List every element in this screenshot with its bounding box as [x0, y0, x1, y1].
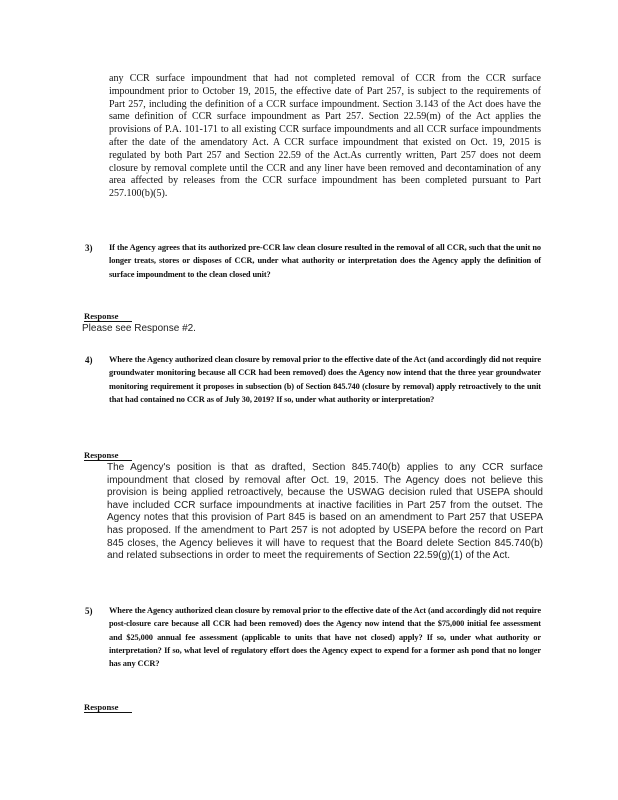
- intro-paragraph: any CCR surface impoundment that had not completed removal of CCR from the CCR surface impoundment prior to October 19, 2015, the effective date of Part 257, is subject to the requirements of Part 257, including the definition of a CCR surface impoundment. Section 3.143 of the Act does have the same definition of CCR surface impoundment as Part 257. Section 22.59(m) of the Act applies the provisions of P.A. 101-171 to all existing CCR surface impoundments and all CCR surface impoundments after the date of the amendatory Act. A CCR surface impoundment that existed on Oct. 19, 2015 is regulated by both Part 257 and Section 22.59 of the Act.As currently written, Part 257 does not deem closure by removal complete until the CCR and any liner have been removed and decontamination of any area affected by releases from the CCR surface impoundment has been completed pursuant to Part 257.100(b)(5).: [109, 73, 541, 200]
- question-number: 5): [85, 606, 93, 616]
- question-number: 4): [85, 355, 93, 365]
- question-number: 3): [85, 243, 93, 253]
- response-label: Response: [84, 702, 132, 713]
- response-text: Please see Response #2.: [82, 323, 196, 334]
- response-label: Response: [84, 450, 132, 461]
- question-text: Where the Agency authorized clean closure by removal prior to the effective date of the Act (and accordingly did not require groundwater monitoring because all CCR had been removed) does the Agency now intend that the three year groundwater monitoring requirement it proposes in subsection (b) of Section 845.740 (closure by removal) apply retroactively to the unit that had contained no CCR as of July 30, 2019? If so, under what authority or interpretation?: [109, 355, 541, 404]
- response-label: Response: [84, 311, 132, 322]
- question-text: Where the Agency authorized clean closure by removal prior to the effective date of the Act (and accordingly did not require post-closure care because all CCR had been removed) does the Agency now intend that the $75,000 initial fee assessment and $25,000 annual fee assessment (applicable to units that have not closed) apply? If so, under what authority or interpretation? If so, what level of regulatory effort does the Agency expect to expend for a former ash pond that no longer has any CCR?: [109, 606, 541, 669]
- response-text: The Agency's position is that as drafted, Section 845.740(b) applies to any CCR surface impoundment that closed by removal after Oct. 19, 2015. The Agency does not believe this provision is being applied retroactively, because the USWAG decision ruled that USEPA should have included CCR surface impoundments at inactive facilities in Part 257 from the outset. The Agency notes that this provision of Part 845 is based on an amendment to Part 257 that USEPA has proposed. If the amendment to Part 257 is not adopted by USEPA before the record on Part 845 closes, the Agency believes it will have to request that the Board delete Section 845.740(b) and related subsections in order to meet the requirements of Section 22.59(g)(1) of the Act.: [107, 462, 543, 562]
- question-text: If the Agency agrees that its authorized pre-CCR law clean closure resulted in the removal of all CCR, such that the unit no longer treats, stores or disposes of CCR, under what authority or interpretation does the Agency apply the definition of surface impoundment to the clean closed unit?: [109, 243, 541, 279]
